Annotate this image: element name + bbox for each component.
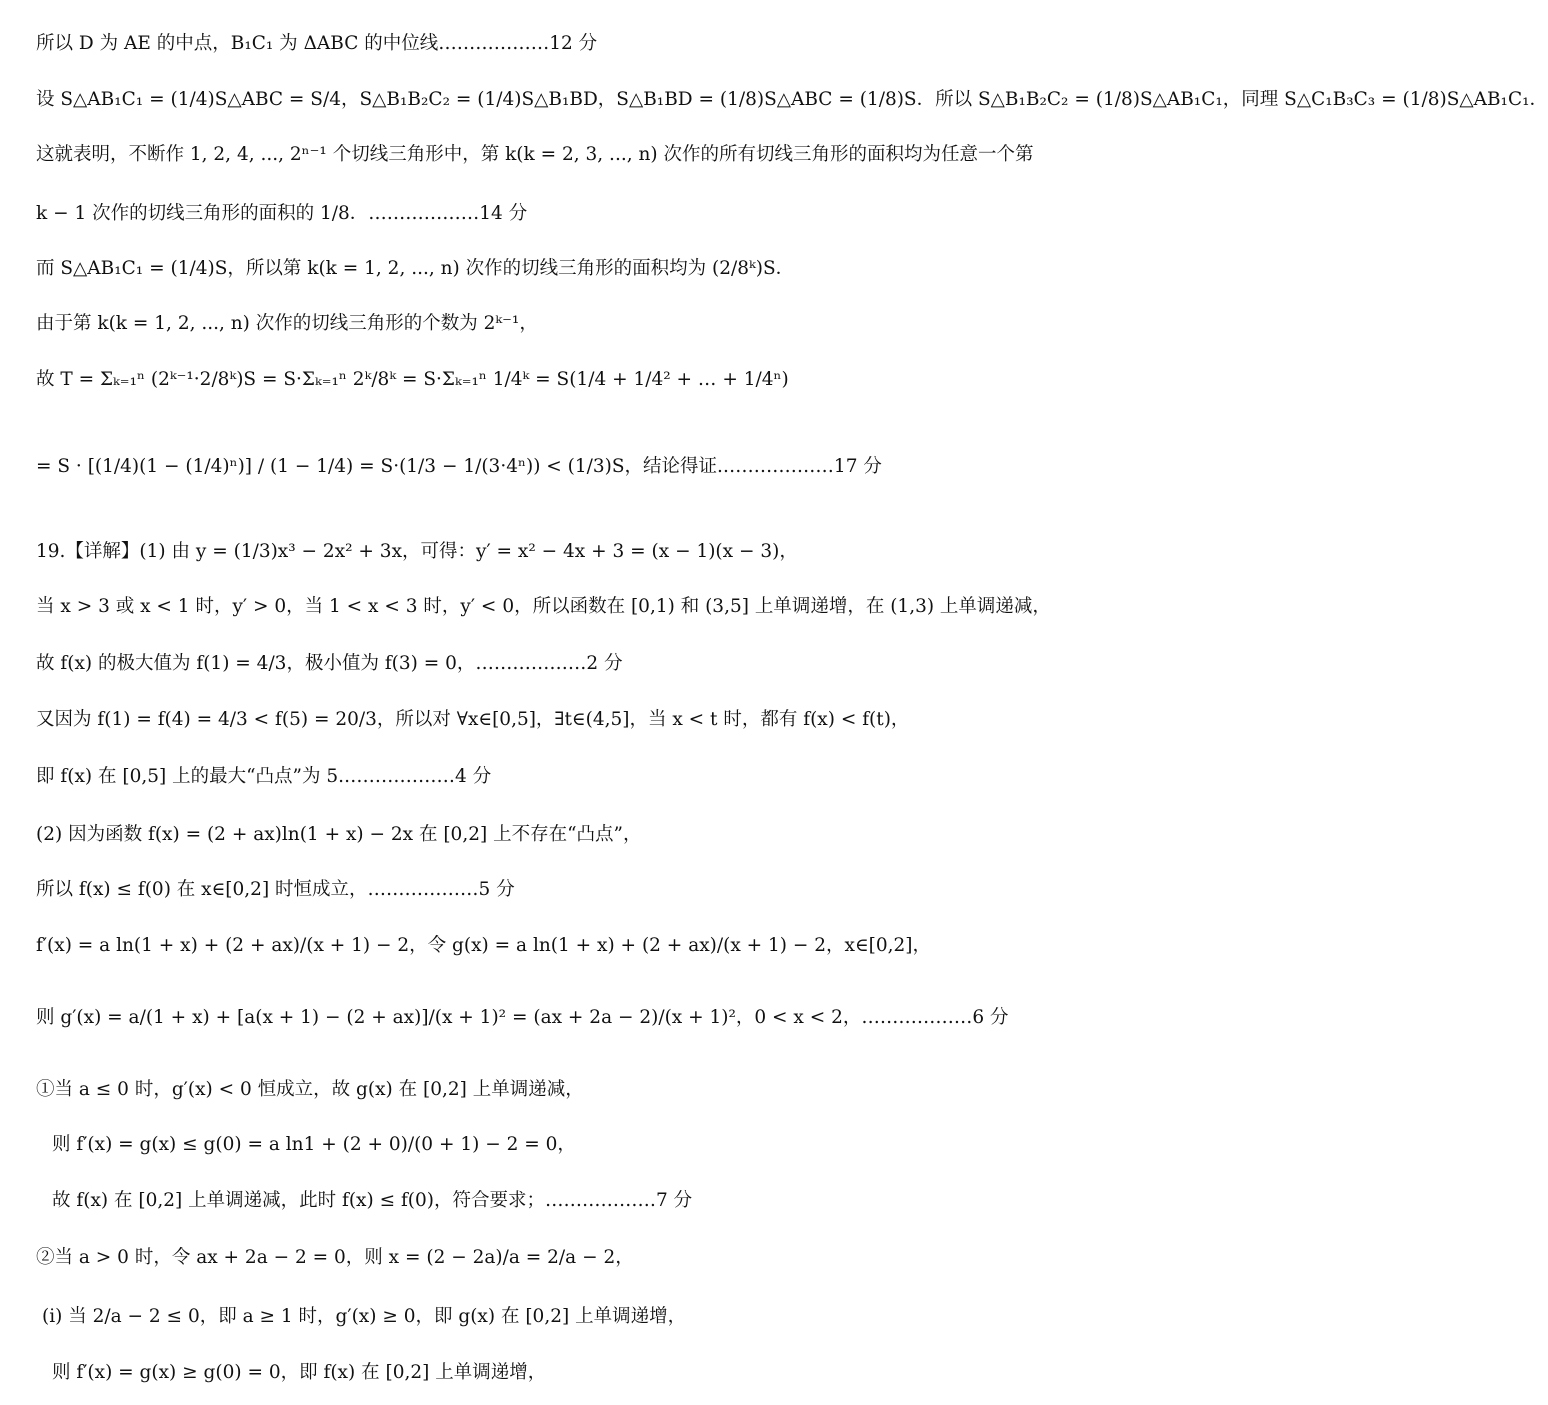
solution-line: 则 f′(x) = g(x) ≥ g(0) = 0，即 f(x) 在 [0,2] 上单调递增， [52, 1362, 547, 1383]
solution-line: (2) 因为函数 f(x) = (2 + ax)ln(1 + x) − 2x 在 [0,2] 上不存在“凸点”， [36, 824, 642, 845]
solution-line: f′(x) = a ln(1 + x) + (2 + ax)/(x + 1) − 2，令 g(x) = a ln(1 + x) + (2 + ax)/(x + 1) − 2，x∈[0,2]， [36, 935, 932, 956]
solution-line: 故 T = Σₖ₌₁ⁿ (2ᵏ⁻¹·2/8ᵏ)S = S·Σₖ₌₁ⁿ 2ᵏ/8ᵏ = S·Σₖ₌₁ⁿ 1/4ᵏ = S(1/4 + 1/4² + … + 1/4ⁿ) [36, 369, 789, 390]
solution-line: ②当 a > 0 时，令 ax + 2a − 2 = 0，则 x = (2 − 2a)/a = 2/a − 2， [36, 1247, 634, 1268]
solution-line: ①当 a ≤ 0 时，g′(x) < 0 恒成立，故 g(x) 在 [0,2] 上单调递减， [36, 1079, 584, 1100]
solution-line: 这就表明，不断作 1, 2, 4, ..., 2ⁿ⁻¹ 个切线三角形中，第 k(k = 2, 3, ..., n) 次作的所有切线三角形的面积均为任意一个第 [36, 144, 1034, 165]
solution-line: 当 x > 3 或 x < 1 时，y′ > 0，当 1 < x < 3 时，y′ < 0，所以函数在 [0,1) 和 (3,5] 上单调递增，在 (1,3) 上单调递减， [36, 596, 1051, 617]
solution-line: (i) 当 2/a − 2 ≤ 0，即 a ≥ 1 时，g′(x) ≥ 0，即 g(x) 在 [0,2] 上单调递增， [42, 1306, 687, 1327]
solution-line: 由于第 k(k = 1, 2, ..., n) 次作的切线三角形的个数为 2ᵏ⁻¹， [36, 313, 538, 334]
solution-line: = S · [(1/4)(1 − (1/4)ⁿ)] / (1 − 1/4) = S·(1/3 − 1/(3·4ⁿ)) < (1/3)S，结论得证.………………17 分 [36, 456, 882, 477]
solution-line: 19.【详解】(1) 由 y = (1/3)x³ − 2x² + 3x，可得：y′ = x² − 4x + 3 = (x − 1)(x − 3)， [36, 541, 798, 562]
solution-line: 而 S△AB₁C₁ = (1/4)S，所以第 k(k = 1, 2, ..., n) 次作的切线三角形的面积均为 (2/8ᵏ)S． [36, 258, 795, 279]
solution-line: 设 S△AB₁C₁ = (1/4)S△ABC = S/4，S△B₁B₂C₂ = (1/4)S△B₁BD，S△B₁BD = (1/8)S△ABC = (1/8)S．所以 S△B₁B₂C₂ = (1/8)S△AB₁C₁，同理 S△C₁B₃C₃ = (1/8)S△AB₁C₁． [36, 89, 1548, 110]
solution-line: k − 1 次作的切线三角形的面积的 1/8．………………14 分 [36, 203, 528, 224]
solution-line: 所以 D 为 AE 的中点，B₁C₁ 为 ΔABC 的中位线………………12 分 [36, 33, 598, 54]
solution-line: 则 f′(x) = g(x) ≤ g(0) = a ln1 + (2 + 0)/(0 + 1) − 2 = 0， [52, 1134, 576, 1155]
solution-line: 又因为 f(1) = f(4) = 4/3 < f(5) = 20/3，所以对 ∀x∈[0,5]，∃t∈(4,5]，当 x < t 时，都有 f(x) < f(t)， [36, 709, 910, 730]
solution-line: 即 f(x) 在 [0,5] 上的最大“凸点”为 5.………………4 分 [36, 766, 492, 787]
solution-line: 则 g′(x) = a/(1 + x) + [a(x + 1) − (2 + ax)]/(x + 1)² = (ax + 2a − 2)/(x + 1)²，0 < x < 2，………………6 分 [36, 1007, 1009, 1028]
solution-line: 所以 f(x) ≤ f(0) 在 x∈[0,2] 时恒成立，………………5 分 [36, 879, 515, 900]
solution-line: 故 f(x) 在 [0,2] 上单调递减，此时 f(x) ≤ f(0)，符合要求；………………7 分 [52, 1190, 693, 1211]
solution-line: 故 f(x) 的极大值为 f(1) = 4/3，极小值为 f(3) = 0，………………2 分 [36, 653, 623, 674]
